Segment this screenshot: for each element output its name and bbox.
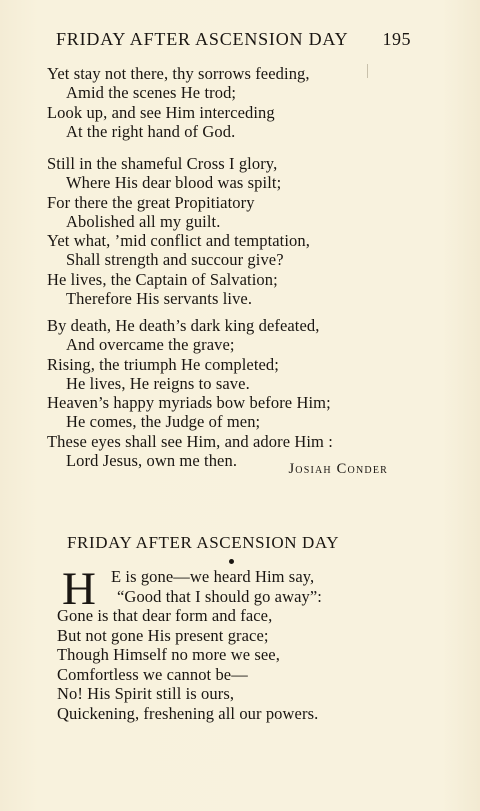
verse-line: Shall strength and succour give? [66, 250, 284, 270]
page-number: 195 [382, 29, 411, 49]
verse-line: Heaven’s happy myriads bow before Him; [47, 393, 331, 413]
verse-line: He lives, He reigns to save. [66, 373, 250, 393]
verse-line: Therefore His servants live. [66, 289, 253, 309]
running-head [56, 28, 411, 50]
verse-line: E is gone—we heard Him say, [111, 567, 315, 586]
ink-dot [229, 559, 234, 564]
verse-line: Amid the scenes He trod; [66, 83, 237, 103]
verse-line: Lord Jesus, own me then. [66, 451, 238, 471]
stanza-1 [47, 64, 407, 141]
stanza-2 [47, 154, 407, 308]
verse-line: Gone is that dear form and face, [57, 606, 273, 625]
drop-cap: H [62, 563, 96, 615]
verse-line: Still in the shameful Cross I glory, [47, 154, 278, 173]
verse-line: For there the great Propitiatory [47, 192, 255, 212]
verse-line: At the right hand of God. [66, 121, 236, 141]
verse-line: And overcame the grave; [66, 335, 235, 355]
verse-line: These eyes shall see Him, and adore Him : [47, 431, 333, 451]
verse-line: Though Himself no more we see, [57, 645, 280, 664]
verse-line: Look up, and see Him interceding [47, 102, 275, 122]
verse-line: “Good that I should go away”: [117, 586, 322, 606]
verse-line: No! His Spirit still is ours, [57, 684, 235, 703]
running-head-title: FRIDAY AFTER ASCENSION DAY [56, 29, 349, 49]
verse-line: He lives, the Captain of Salvation; [47, 269, 278, 289]
verse-line: Abolished all my guilt. [66, 211, 221, 231]
verse-line: By death, He death’s dark king defeated, [47, 316, 320, 335]
verse-line: Comfortless we cannot be— [57, 664, 248, 684]
verse-line: Yet stay not there, thy sorrows feeding, [47, 64, 310, 83]
verse-line: Rising, the triumph He completed; [47, 354, 279, 374]
hymn-2 [47, 563, 407, 723]
verse-line: Where His dear blood was spilt; [66, 173, 282, 193]
verse-line: Quickening, freshening all our powers. [57, 703, 319, 723]
stanza-3 [47, 316, 407, 470]
verse-line: He comes, the Judge of men; [66, 412, 261, 432]
verse-line: Yet what, ’mid conflict and temptation, [47, 231, 310, 251]
section-title: FRIDAY AFTER ASCENSION DAY [67, 533, 340, 552]
author-attribution: Josiah Conder [288, 461, 388, 477]
verse-line: But not gone His present grace; [57, 625, 269, 645]
